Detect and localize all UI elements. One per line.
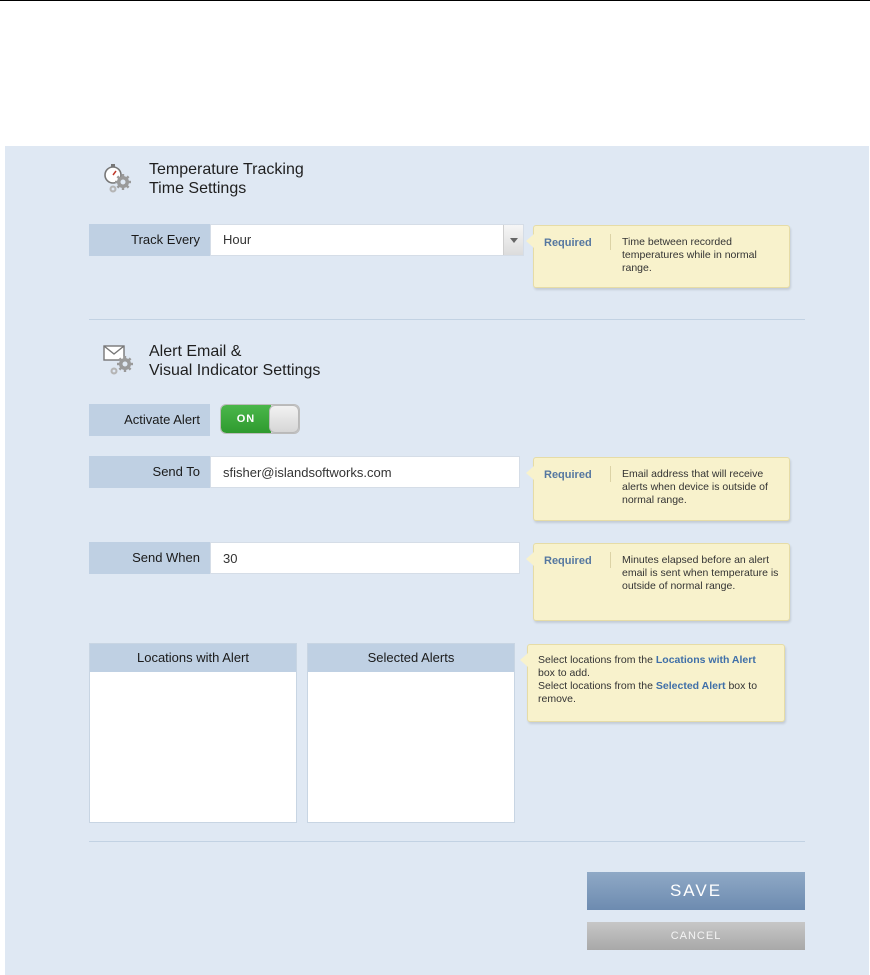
track-every-select[interactable]	[210, 224, 524, 256]
required-label: Required	[544, 555, 592, 567]
section-divider	[89, 319, 805, 320]
tooltip-separator	[610, 552, 611, 568]
selected-alerts-list[interactable]	[307, 643, 515, 823]
lists-tooltip	[527, 644, 785, 722]
locations-with-alert-header: Locations with Alert	[90, 644, 296, 672]
send-when-tooltip	[533, 543, 790, 621]
alert-settings-header	[101, 342, 320, 380]
top-rule	[0, 0, 870, 1]
time-settings-header	[101, 160, 304, 198]
activate-alert-toggle[interactable]	[220, 404, 300, 434]
locations-with-alert-list[interactable]	[89, 643, 297, 823]
stopwatch-gear-icon	[101, 160, 137, 194]
track-every-value: Hour	[223, 232, 252, 247]
lists-tip-highlight1: Locations with Alert	[655, 654, 756, 666]
lists-tip-part2: box to add.	[538, 667, 590, 679]
send-when-label: Send When	[89, 542, 210, 574]
tooltip-separator	[610, 466, 611, 482]
section-divider	[89, 841, 805, 842]
lists-tip-part1: Select locations from the	[538, 654, 656, 666]
send-to-tooltip	[533, 457, 790, 521]
tooltip-text: Minutes elapsed before an alert email is sent when temperature is outside of normal range.	[622, 554, 779, 592]
time-settings-title-line2: Time Settings	[149, 180, 247, 197]
chevron-down-icon[interactable]	[503, 225, 523, 255]
save-button[interactable]: SAVE	[587, 872, 805, 910]
envelope-gear-icon	[101, 342, 137, 376]
alert-settings-title-line2: Visual Indicator Settings	[149, 362, 321, 379]
tooltip-text: Time between recorded temperatures while in normal range.	[622, 236, 757, 274]
track-every-tooltip	[533, 225, 790, 288]
selected-alerts-header: Selected Alerts	[308, 644, 514, 672]
activate-alert-label: Activate Alert	[89, 404, 210, 436]
tooltip-text: Email address that will receive alerts when device is outside of normal range.	[622, 468, 768, 506]
lists-tip-highlight2: Selected Alert	[655, 680, 726, 692]
toggle-on-label: ON	[221, 405, 271, 433]
lists-tip-part4: box to remove.	[538, 680, 758, 705]
time-settings-title-line1: Temperature Tracking	[149, 161, 304, 178]
required-label: Required	[544, 237, 592, 249]
send-to-input[interactable]	[210, 456, 520, 488]
cancel-button[interactable]: CANCEL	[587, 922, 805, 950]
track-every-label: Track Every	[89, 224, 210, 256]
lists-tip-part3: Select locations from the	[538, 680, 656, 692]
send-to-label: Send To	[89, 456, 210, 488]
required-label: Required	[544, 469, 592, 481]
send-when-input[interactable]	[210, 542, 520, 574]
tooltip-separator	[610, 234, 611, 250]
toggle-knob[interactable]	[269, 405, 299, 433]
alert-settings-title-line1: Alert Email &	[149, 343, 242, 360]
settings-panel	[5, 146, 869, 975]
